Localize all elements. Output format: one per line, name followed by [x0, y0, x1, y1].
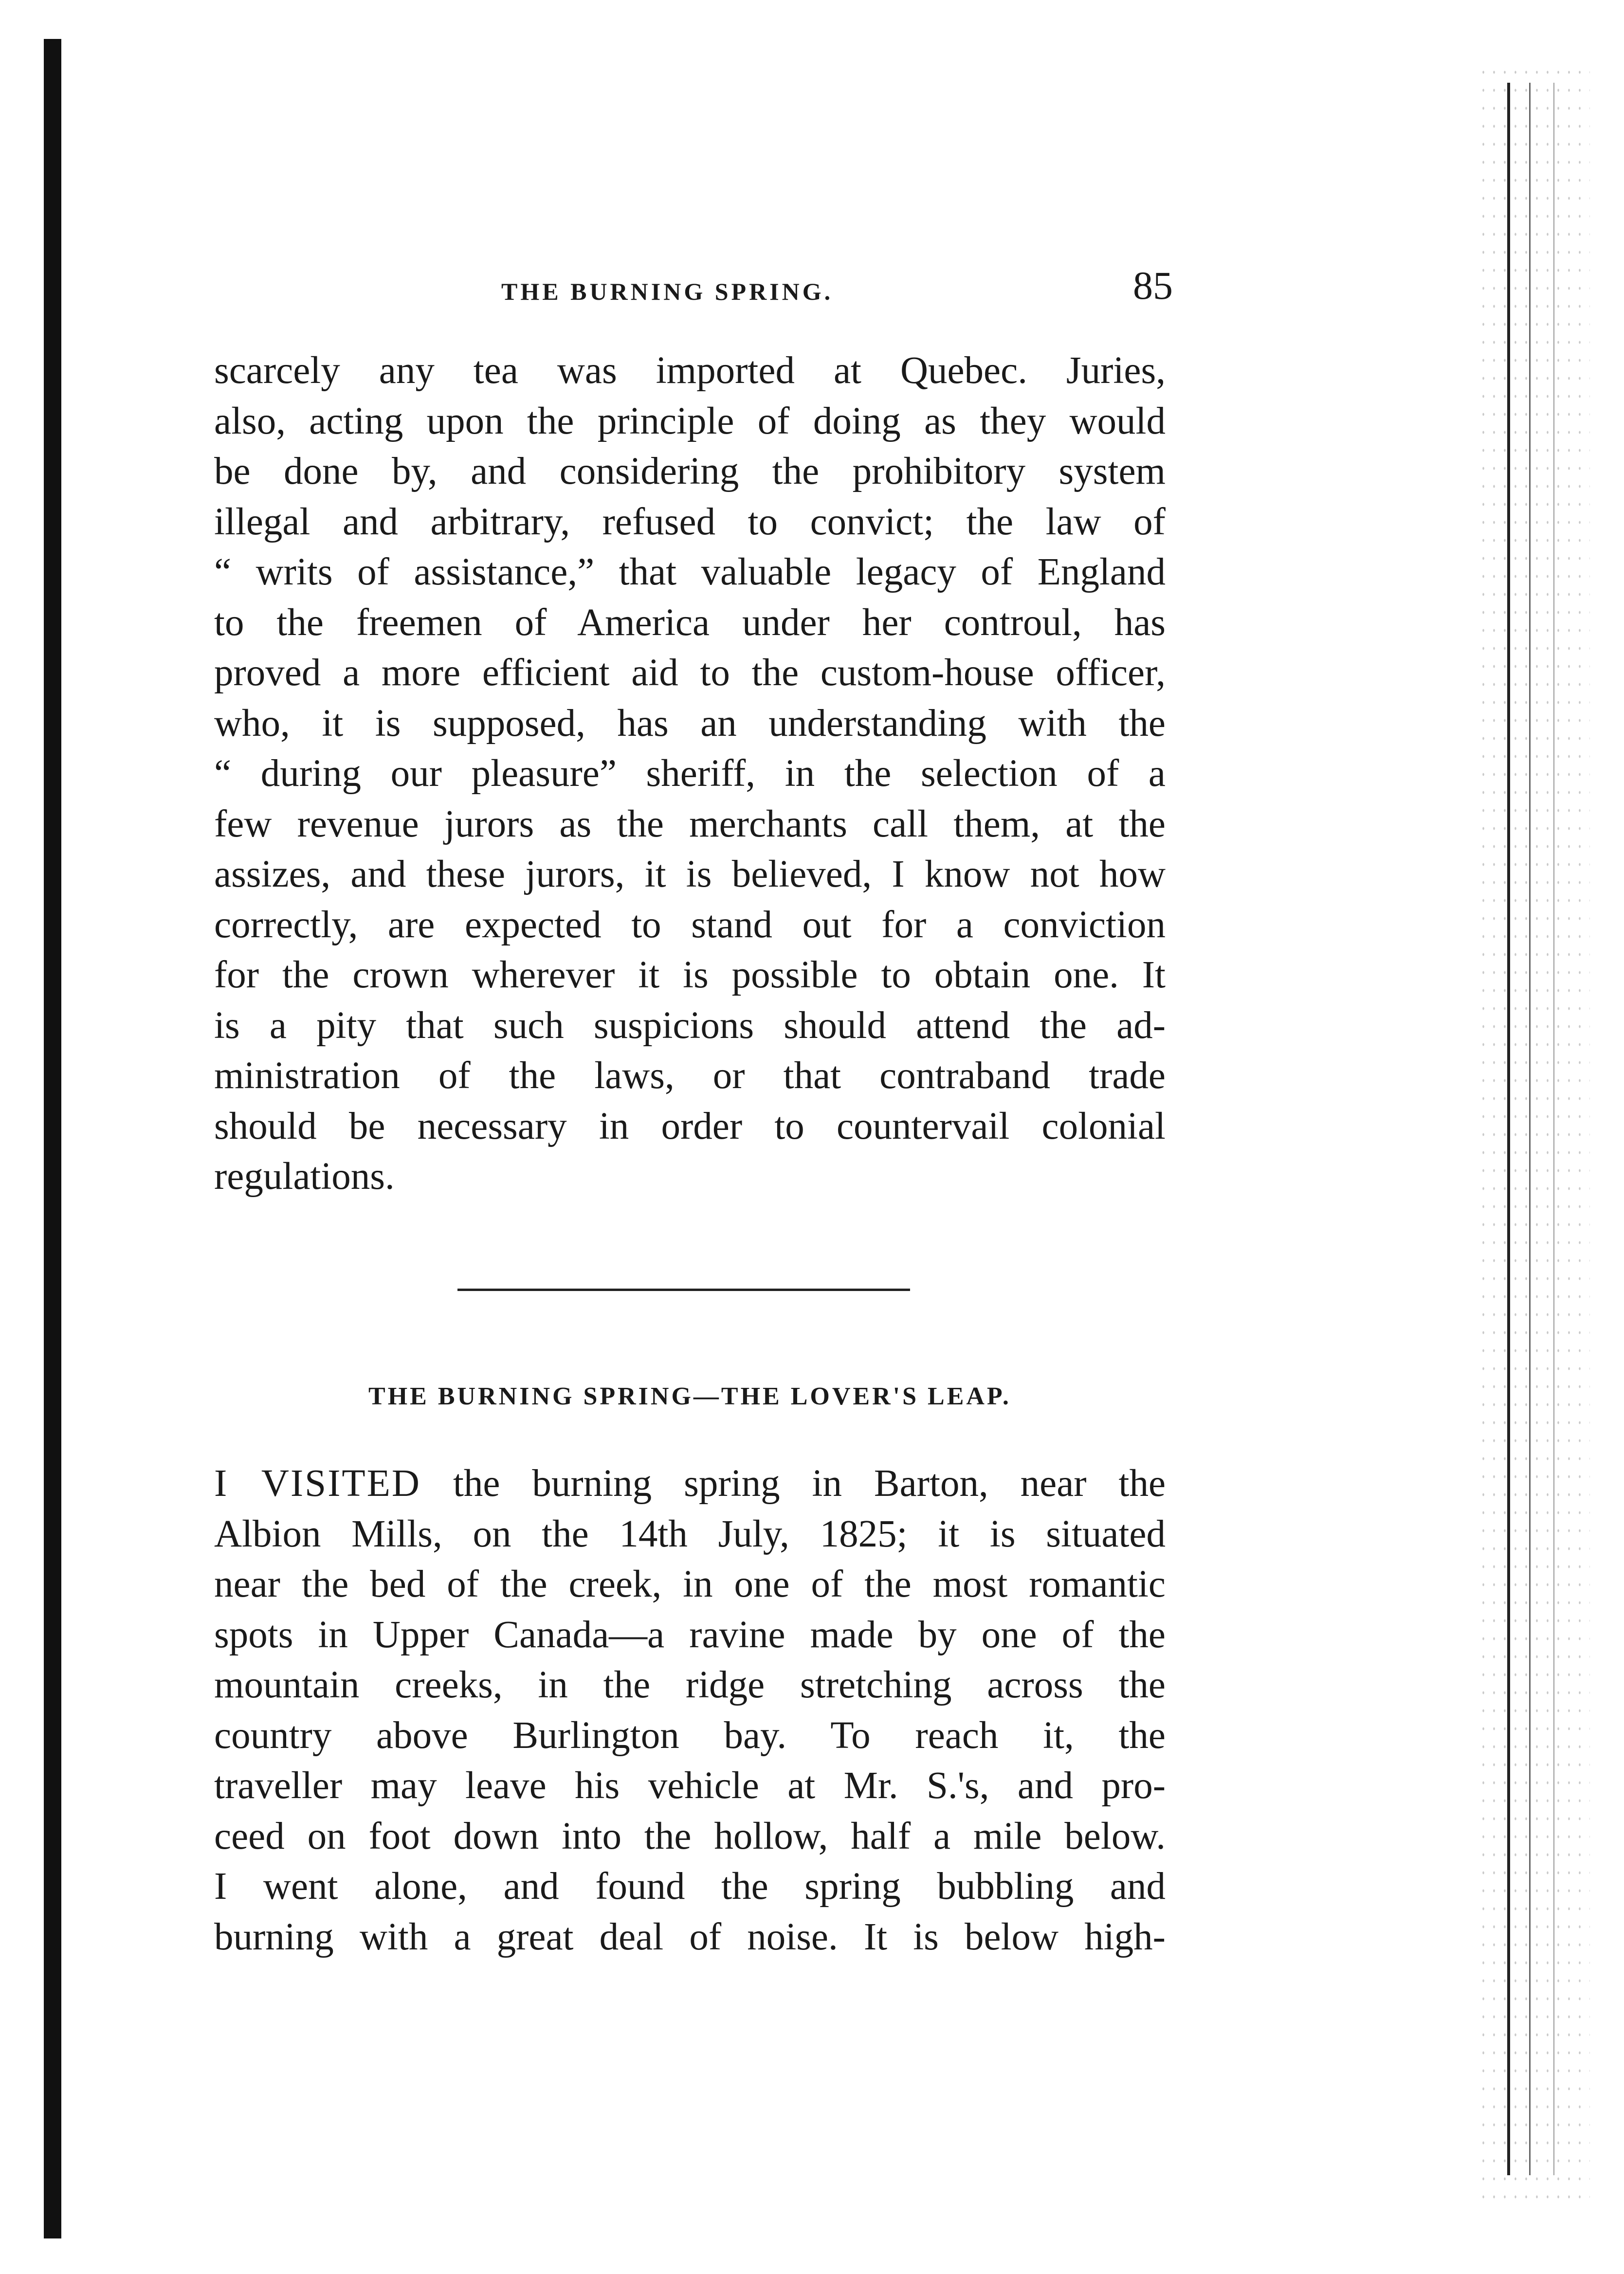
text-line: ceed on foot down into the hollow, half a mile below.: [214, 1815, 1166, 1857]
text-line: is a pity that such suspicions should attend the ad-: [214, 1004, 1166, 1047]
text-line: proved a more efficient aid to the custom-house officer,: [214, 652, 1166, 694]
text-line: should be necessary in order to countervail colonial: [214, 1105, 1166, 1147]
text-line: country above Burlington bay. To reach it, the: [214, 1714, 1166, 1757]
section-divider: [457, 1289, 910, 1291]
adjacent-page-edge: [1449, 0, 1624, 2274]
text-line: also, acting upon the principle of doing as they would: [214, 400, 1166, 442]
text-line: spots in Upper Canada—a ravine made by one of the: [214, 1613, 1166, 1656]
text-line: assizes, and these jurors, it is believed, I know not how: [214, 853, 1166, 895]
text-line: [214, 1458, 1166, 1509]
paper-speckle: [1478, 63, 1590, 2204]
text-line: who, it is supposed, has an understanding with the: [214, 702, 1166, 745]
book-binding-edge: [44, 39, 61, 2238]
text-line: regulations.: [214, 1155, 395, 1198]
text-line: correctly, are expected to stand out for a conviction: [214, 903, 1166, 946]
text-line: traveller may leave his vehicle at Mr. S.'s, and pro-: [214, 1765, 1166, 1807]
line-remainder: the burning spring in Barton, near the: [453, 1462, 1166, 1505]
text-line: Albion Mills, on the 14th July, 1825; it is situated: [214, 1512, 1166, 1555]
text-line: I went alone, and found the spring bubbling and: [214, 1865, 1166, 1908]
text-line: near the bed of the creek, in one of the most romantic: [214, 1563, 1166, 1605]
text-line: “ during our pleasure” sheriff, in the selection of a: [214, 752, 1166, 795]
edge-line: [1553, 83, 1554, 2175]
text-line: “ writs of assistance,” that valuable legacy of England: [214, 551, 1166, 593]
text-line: ministration of the laws, or that contraband trade: [214, 1055, 1166, 1097]
paragraph-new-section: [214, 1458, 1166, 1962]
section-heading: THE BURNING SPRING—THE LOVER'S LEAP.: [368, 1383, 1011, 1410]
opening-small-caps: I VISITED: [214, 1462, 421, 1505]
text-line: mountain creeks, in the ridge stretching across the: [214, 1664, 1166, 1706]
running-title: THE BURNING SPRING.: [501, 278, 834, 305]
edge-line: [1507, 83, 1510, 2175]
text-line: be done by, and considering the prohibitory system: [214, 450, 1166, 492]
text-line: scarcely any tea was imported at Quebec. Juries,: [214, 349, 1166, 392]
paragraph-continued: [214, 346, 1166, 1202]
text-line: few revenue jurors as the merchants call them, at the: [214, 802, 1166, 845]
edge-line: [1529, 83, 1531, 2175]
page-number: 85: [1133, 263, 1173, 308]
text-line: for the crown wherever it is possible to obtain one. It: [214, 954, 1166, 996]
text-line: to the freemen of America under her controul, has: [214, 601, 1166, 644]
text-line: illegal and arbitrary, refused to convict; the law of: [214, 500, 1166, 543]
text-line: burning with a great deal of noise. It is below high-: [214, 1915, 1166, 1958]
running-head: [209, 263, 1173, 316]
